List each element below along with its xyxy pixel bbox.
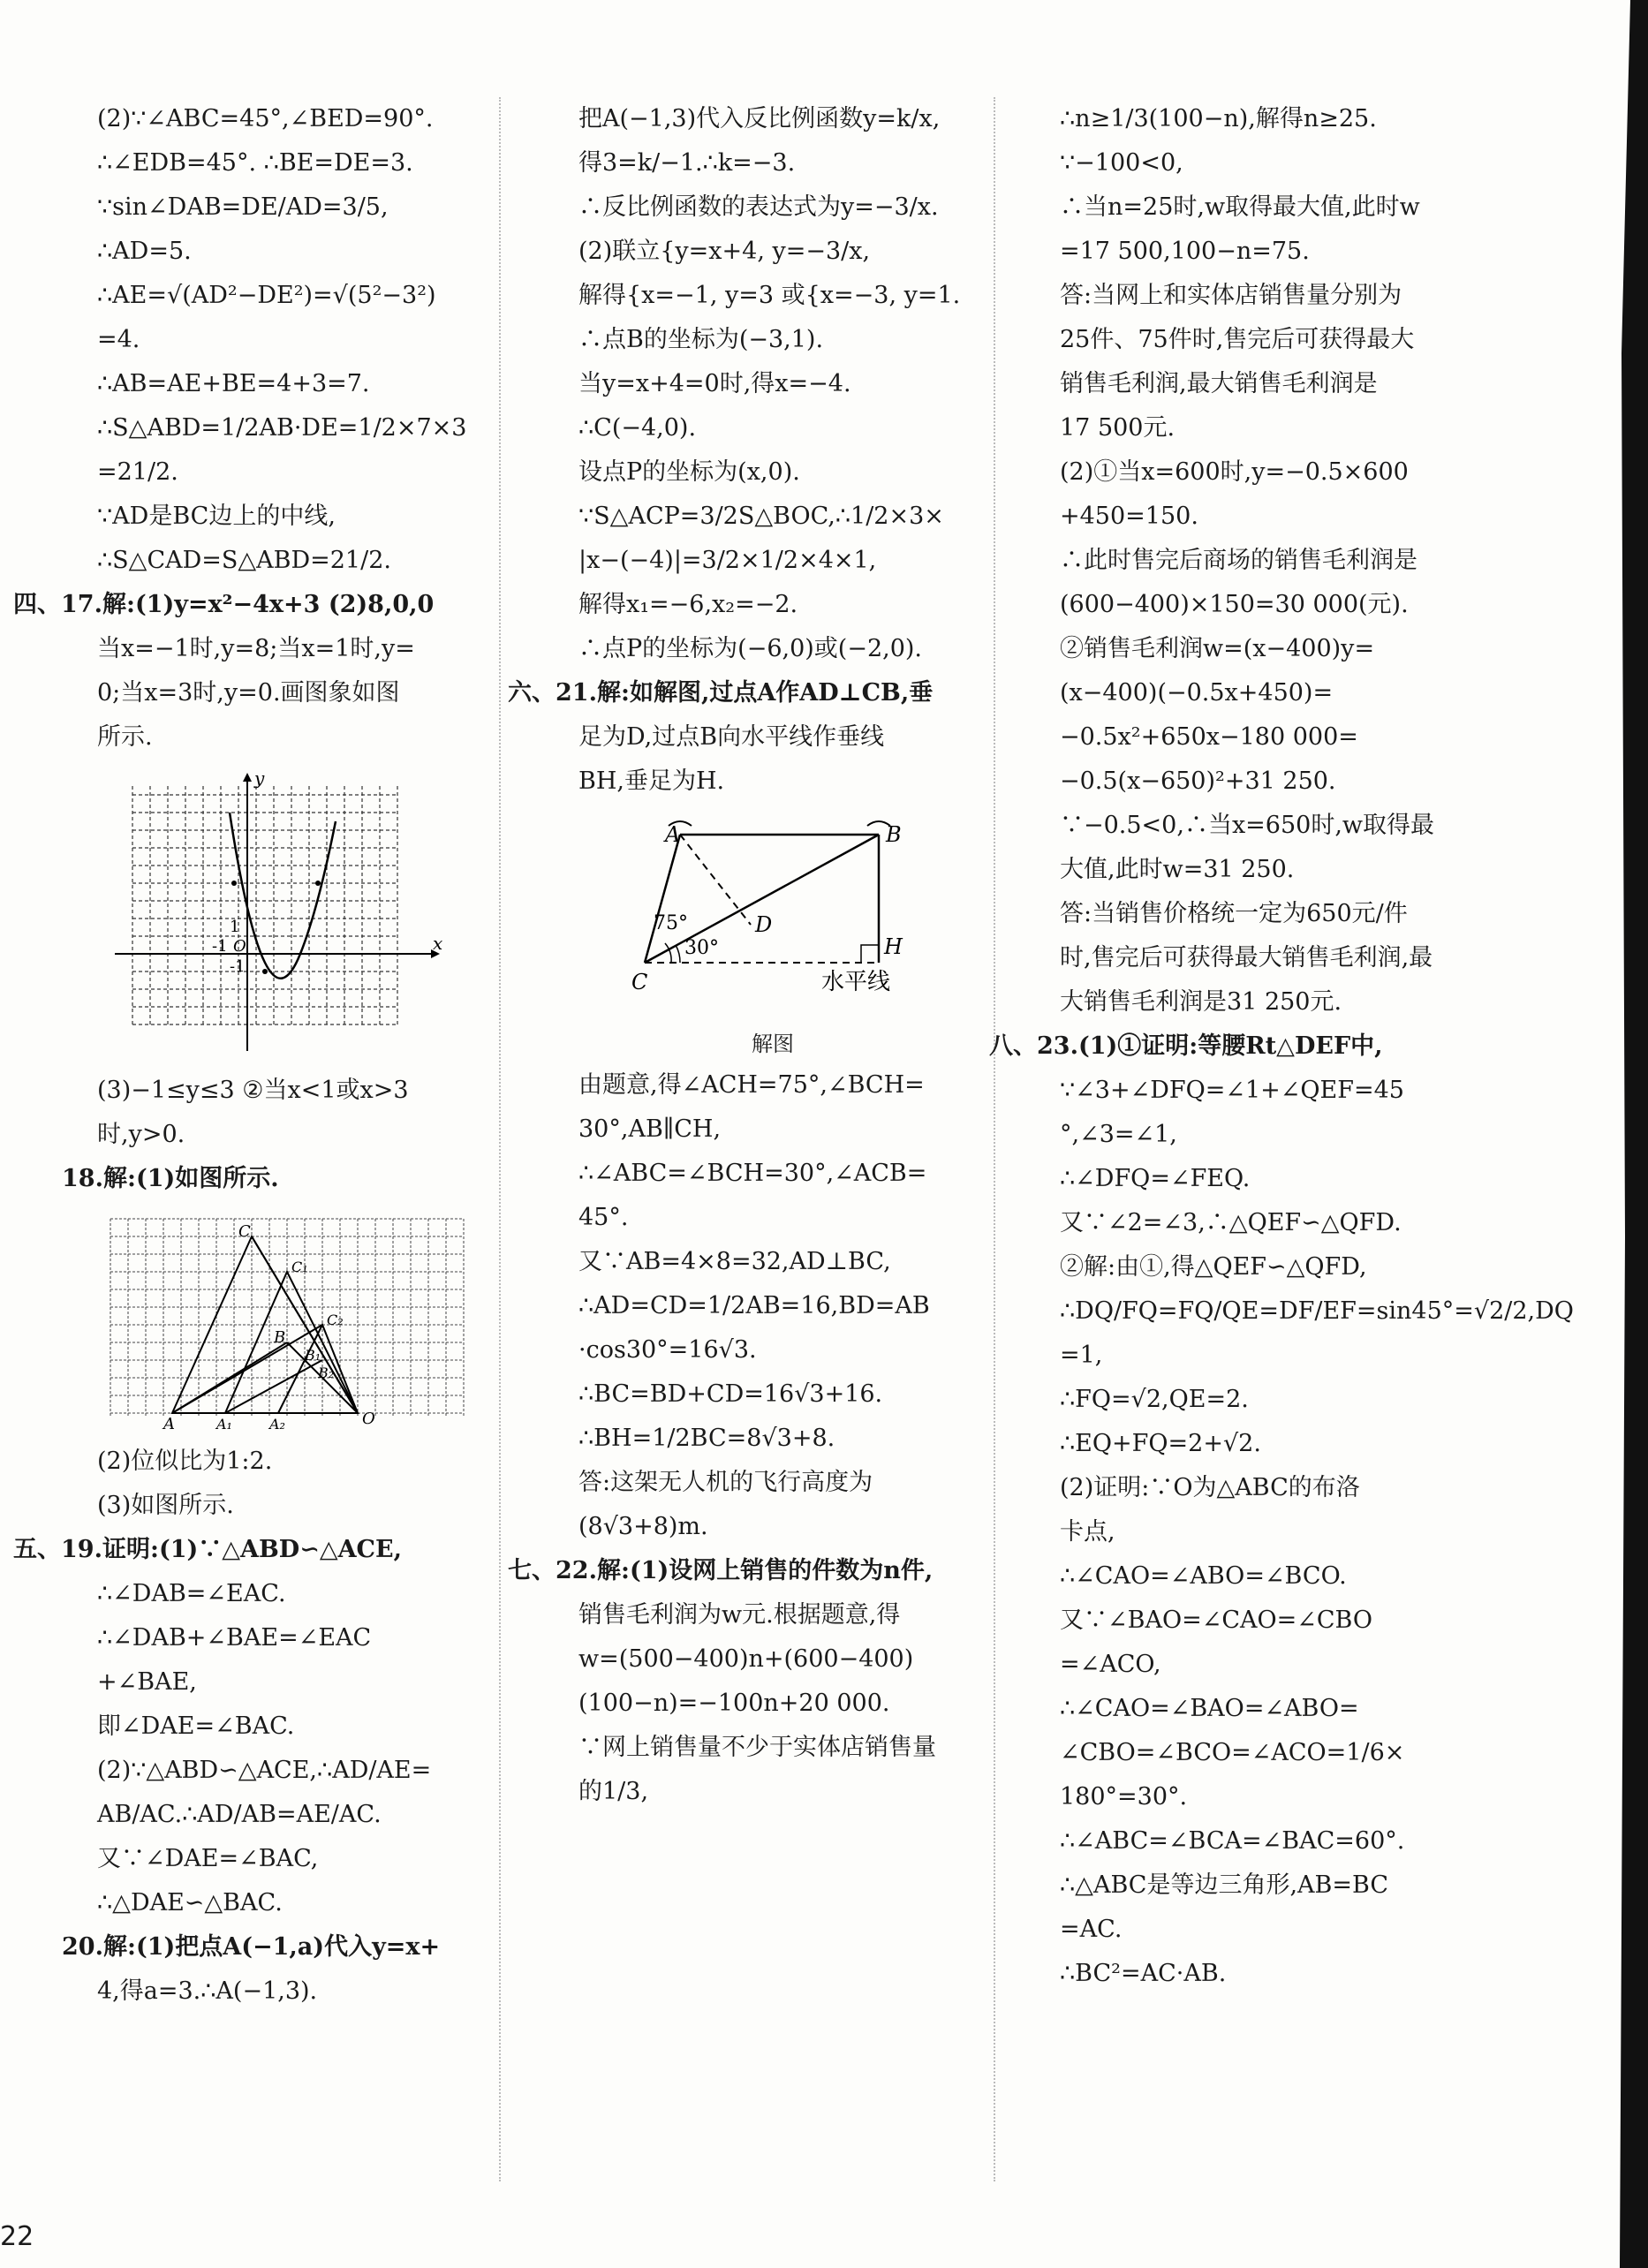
text-line: 当x=−1时,y=8;当x=1时,y=: [97, 635, 415, 662]
text-line: 销售毛利润为w元.根据题意,得: [578, 1601, 901, 1629]
text-line: 45°.: [578, 1204, 629, 1231]
text-line: ∴∠ABC=∠BCH=30°,∠ACB=: [578, 1160, 927, 1187]
x-axis-label: x: [433, 933, 443, 954]
point-c-label: C: [631, 970, 648, 994]
column-1: [13, 97, 486, 2014]
text-line: ∴∠DAB=∠EAC.: [97, 1580, 286, 1607]
text-line: °,∠3=∠1,: [1060, 1121, 1177, 1148]
text-line: ∴点B的坐标为(−3,1).: [578, 326, 824, 353]
text-line: 大值,此时w=31 250.: [1060, 856, 1295, 883]
point-d-label: D: [755, 912, 773, 937]
column-divider: [994, 97, 995, 2181]
angle-75-label: 75°: [654, 912, 688, 934]
tick-label: -1: [212, 937, 228, 956]
question-21-line: 六、21.解:如解图,过点A作AD⊥CB,垂: [508, 679, 934, 707]
text-line: ∴AD=CD=1/2AB=16,BD=AB: [578, 1292, 930, 1319]
text-line: (8√3+8)m.: [578, 1513, 708, 1540]
text-line: (100−n)=−100n+20 000.: [578, 1690, 890, 1717]
text-line: =1,: [1060, 1342, 1103, 1369]
text-line: =∠ACO,: [1060, 1651, 1161, 1678]
point-label: A₁: [216, 1416, 232, 1431]
text-line: ∴FQ=√2,QE=2.: [1060, 1386, 1249, 1413]
drone-height-figure: [596, 813, 985, 1016]
text-line: (2)∵∠ABC=45°,∠BED=90°.: [97, 105, 434, 132]
text-line: 销售毛利润,最大销售毛利润是: [1060, 370, 1378, 397]
point-label: A₂: [269, 1416, 285, 1431]
text-line: ∠CBO=∠BCO=∠ACO=1/6×: [1060, 1739, 1405, 1766]
text-line: 足为D,过点B向水平线作垂线: [578, 723, 885, 751]
homothety-grid-figure: [97, 1210, 477, 1431]
text-line: ∵S△ACP=3/2S△BOC,∴1/2×3×: [578, 503, 944, 530]
text-line: ∵网上销售量不少于实体店销售量: [578, 1734, 936, 1761]
point-label: B₂: [318, 1365, 335, 1381]
text-line: ∴EQ+FQ=2+√2.: [1060, 1430, 1261, 1457]
text-line: AB/AC.∴AD/AB=AE/AC.: [97, 1801, 382, 1828]
text-line: ∵−100<0,: [1060, 149, 1183, 177]
text-line: 25件、75件时,售完后可获得最大: [1060, 326, 1415, 353]
text-line: 把A(−1,3)代入反比例函数y=k/x,: [578, 105, 941, 132]
text-line: ∴AE=√(AD²−DE²)=√(5²−3²): [97, 282, 436, 309]
binding-edge-shadow: [1613, 0, 1648, 2268]
question-20-line: 20.解:(1)把点A(−1,a)代入y=x+: [62, 1933, 441, 1961]
text-line: ∴∠DAB+∠BAE=∠EAC: [97, 1624, 372, 1652]
text-line: 180°=30°.: [1060, 1783, 1188, 1811]
column-3: [989, 97, 1574, 1996]
text-line: =4.: [97, 326, 140, 353]
text-line: 得3=k/−1.∴k=−3.: [578, 149, 796, 177]
text-line: ∴∠EDB=45°. ∴BE=DE=3.: [97, 149, 413, 177]
tick-label: 1: [230, 918, 240, 936]
text-line: 又∵∠2=∠3,∴△QEF∽△QFD.: [1060, 1209, 1402, 1236]
angle-30-label: 30°: [684, 937, 719, 959]
figure-caption: 解图: [752, 1032, 794, 1056]
text-line: =21/2.: [97, 458, 178, 486]
text-line: ∴∠CAO=∠ABO=∠BCO.: [1060, 1562, 1347, 1590]
text-line: 17 500元.: [1060, 414, 1176, 442]
text-line: 30°,AB∥CH,: [578, 1115, 722, 1143]
text-line: 解得{x=−1, y=3 或{x=−3, y=1.: [578, 282, 961, 309]
text-line: +450=150.: [1060, 503, 1198, 530]
column-2: [508, 97, 967, 1814]
text-line: 答:这架无人机的飞行高度为: [578, 1469, 873, 1496]
text-line: 即∠DAE=∠BAC.: [97, 1712, 295, 1740]
text-line: −0.5x²+650x−180 000=: [1060, 723, 1358, 751]
text-line: ∵∠3+∠DFQ=∠1+∠QEF=45: [1060, 1077, 1404, 1104]
horizontal-line-label: 水平线: [821, 969, 891, 995]
text-line: ∴BC=BD+CD=16√3+16.: [578, 1380, 883, 1408]
text-line: 由题意,得∠ACH=75°,∠BCH=: [578, 1071, 925, 1099]
text-line: 答:当网上和实体店销售量分别为: [1060, 282, 1402, 309]
text-line: 答:当销售价格统一定为650元/件: [1060, 900, 1408, 927]
text-line: ②销售毛利润w=(x−400)y=: [1060, 635, 1375, 662]
origin-label: O: [233, 937, 246, 956]
text-line: ∴△DAE∽△BAC.: [97, 1889, 283, 1916]
text-line: ∴当n=25时,w取得最大值,此时w: [1060, 193, 1420, 221]
text-line: ∵AD是BC边上的中线,: [97, 503, 336, 530]
text-line: ∵sin∠DAB=DE/AD=3/5,: [97, 193, 389, 221]
text-line: 解得x₁=−6,x₂=−2.: [578, 591, 798, 618]
text-line: (2)联立{y=x+4, y=−3/x,: [578, 238, 871, 265]
text-line: ∴DQ/FQ=FQ/QE=DF/EF=sin45°=√2/2,DQ: [1060, 1297, 1574, 1325]
text-line: 所示.: [97, 723, 153, 751]
text-line: =17 500,100−n=75.: [1060, 238, 1310, 265]
text-line: ·cos30°=16√3.: [578, 1336, 757, 1364]
text-line: ∴△ABC是等边三角形,AB=BC: [1060, 1871, 1388, 1899]
text-line: 又∵∠DAE=∠BAC,: [97, 1845, 319, 1872]
parabola-graph-figure: [97, 768, 459, 1060]
text-line: ∴AD=5.: [97, 238, 192, 265]
text-line: (600−400)×150=30 000(元).: [1060, 591, 1409, 618]
text-line: (2)位似比为1:2.: [97, 1448, 273, 1475]
text-line: +∠BAE,: [97, 1668, 197, 1696]
text-line: 大销售毛利润是31 250元.: [1060, 988, 1342, 1016]
text-line: ∴BC²=AC·AB.: [1060, 1960, 1227, 1987]
column-divider: [499, 97, 501, 2181]
text-line: |x−(−4)|=3/2×1/2×4×1,: [578, 547, 877, 574]
point-label: O: [362, 1410, 375, 1428]
text-line: 卡点,: [1060, 1518, 1115, 1546]
text-line: ∴BH=1/2BC=8√3+8.: [578, 1425, 835, 1452]
question-23-line: 八、23.(1)①证明:等腰Rt△DEF中,: [989, 1032, 1383, 1060]
text-line: BH,垂足为H.: [578, 767, 725, 795]
page-number: 22: [0, 2221, 34, 2252]
text-line: ∴∠DFQ=∠FEQ.: [1060, 1165, 1251, 1192]
text-line: 又∵∠BAO=∠CAO=∠CBO: [1060, 1606, 1373, 1634]
text-line: ∴S△CAD=S△ABD=21/2.: [97, 547, 391, 574]
text-line: (2)证明:∵O为△ABC的布洛: [1060, 1474, 1360, 1501]
text-line: ∴∠CAO=∠BAO=∠ABO=: [1060, 1695, 1359, 1722]
text-line: 又∵AB=4×8=32,AD⊥BC,: [578, 1248, 891, 1275]
point-label: B: [274, 1328, 286, 1347]
point-label: C₂: [327, 1312, 344, 1328]
point-label: C₁: [291, 1259, 308, 1275]
text-line: ∴∠ABC=∠BCA=∠BAC=60°.: [1060, 1827, 1405, 1855]
text-line: ∵−0.5<0,∴当x=650时,w取得最: [1060, 812, 1435, 839]
y-axis-label: y: [254, 768, 265, 789]
text-line: (x−400)(−0.5x+450)=: [1060, 679, 1334, 707]
text-line: ∴反比例函数的表达式为y=−3/x.: [578, 193, 939, 221]
text-line: 0;当x=3时,y=0.画图象如图: [97, 679, 400, 707]
text-line: w=(500−400)n+(600−400): [578, 1645, 914, 1673]
text-line: 时,售完后可获得最大销售毛利润,最: [1060, 944, 1433, 971]
text-line: =AC.: [1060, 1916, 1123, 1943]
point-b-label: B: [886, 822, 902, 847]
text-line: 设点P的坐标为(x,0).: [578, 458, 800, 486]
point-label: A: [163, 1415, 175, 1431]
text-line: ∴点P的坐标为(−6,0)或(−2,0).: [578, 635, 923, 662]
point-label: C: [238, 1222, 251, 1241]
text-line: (2)∵△ABD∽△ACE,∴AD/AE=: [97, 1757, 432, 1784]
text-line: −0.5(x−650)²+31 250.: [1060, 767, 1336, 795]
text-line: ∴此时售完后商场的销售毛利润是: [1060, 547, 1417, 574]
text-line: (3)−1≤y≤3 ②当x<1或x>3: [97, 1077, 409, 1104]
text-line: 4,得a=3.∴A(−1,3).: [97, 1977, 318, 2005]
text-line: ∴AB=AE+BE=4+3=7.: [97, 370, 370, 397]
question-18-line: 18.解:(1)如图所示.: [62, 1165, 279, 1192]
point-a-label: A: [665, 822, 681, 847]
text-line: 的1/3,: [578, 1778, 649, 1805]
point-label: B₁: [305, 1347, 321, 1364]
text-line: ②解:由①,得△QEF∽△QFD,: [1060, 1253, 1367, 1281]
text-line: 时,y>0.: [97, 1121, 185, 1148]
question-22-line: 七、22.解:(1)设网上销售的件数为n件,: [508, 1557, 934, 1584]
tick-label: -1: [230, 957, 246, 976]
text-line: (2)①当x=600时,y=−0.5×600: [1060, 458, 1409, 486]
text-line: ∴C(−4,0).: [578, 414, 697, 442]
text-line: 当y=x+4=0时,得x=−4.: [578, 370, 851, 397]
question-17-line: 四、17.解:(1)y=x²−4x+3 (2)8,0,0: [13, 591, 435, 618]
question-19-line: 五、19.证明:(1)∵△ABD∽△ACE,: [13, 1536, 403, 1563]
point-h-label: H: [884, 934, 903, 959]
text-line: ∴n≥1/3(100−n),解得n≥25.: [1060, 105, 1377, 132]
text-line: ∴S△ABD=1/2AB·DE=1/2×7×3: [97, 414, 467, 442]
text-line: (3)如图所示.: [97, 1492, 234, 1519]
